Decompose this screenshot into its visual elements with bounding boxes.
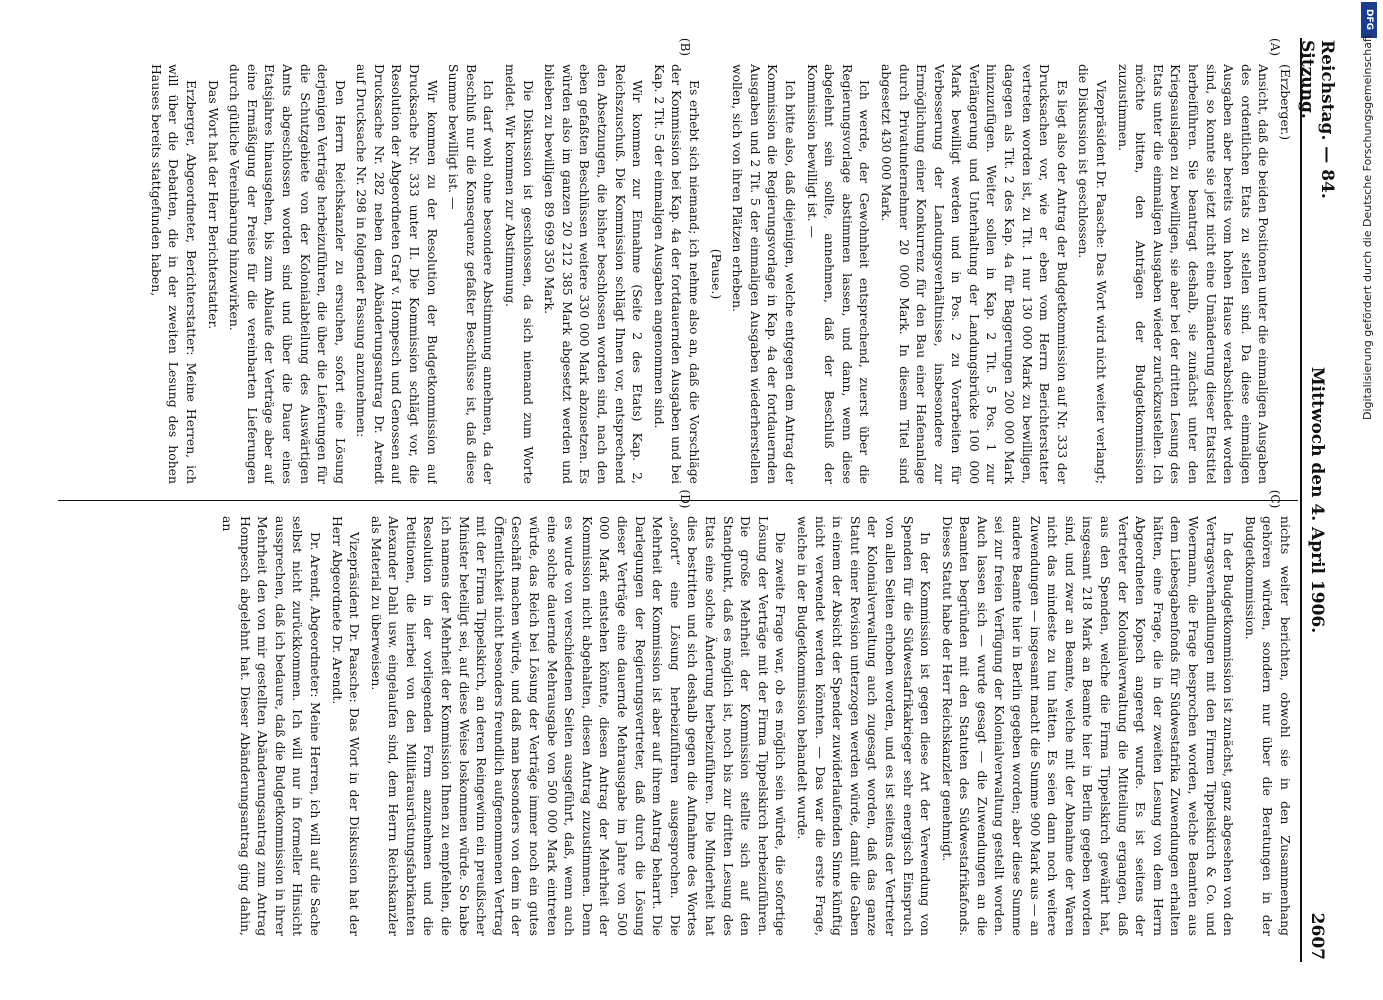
paragraph: nichts weiter berichten, obwohl sie in den Zusammenhang gehören würden, sondern nur über die Beratungen in der Budgetkommission. <box>1242 516 1293 936</box>
rotated-newspaper-page <box>52 30 1337 970</box>
page-header <box>1296 40 1337 960</box>
paragraph: In der Kommission ist gegen diese Art der Verwendung von Spenden für die Südwestafrikakrieger sehr energisch Einspruch von allen Seiten erhoben worden, und es ist seitens der Vertreter der Kolonialverwaltung auch zugesagt worden, daß das ganze Statut einer Revision unterzogen werden würde, damit die Gaben in einem der Absicht der Spender zuwiderlaufenden Sinne künftig nicht verwendet werden könnten. — Das war die erste Frage, welche in der Budgetkommission behandelt wurde. <box>794 516 933 936</box>
paragraph: Vizepräsident Dr. Paasche: Das Wort wird nicht weiter verlangt; die Diskussion ist geschlossen. <box>1075 64 1109 484</box>
right-column <box>58 516 1294 936</box>
paragraph: Ich werde, der Gewohnheit entsprechend, zuerst über die Regierungsvorlage abstimmen lassen, und dann, wenn diese abgelehnt sein sollte, annehmen, daß der Beschluß der Kommission bewilligt ist. — <box>804 64 872 484</box>
margin-marker-d: (D) <box>677 489 692 509</box>
paragraph: Ansicht, daß die beiden Positionen unter die einmaligen Ausgaben des ordentlichen Etats zu stellen sind. Da diese einmaligen Ausgaben aber bereits vom hohen Hause verabschiedet worden sind, so konnte sie jetzt nicht eine Umänderung dieser Etatstitel herbeiführen. Sie beantragt deshalb, sie zunächst unter den Kriegsauslagen zu bewilligen, sie aber bei der dritten Lesung des Etats unter die einmaligen Ausgaben wieder zurückzustellen. Ich möchte bitten, den Anträgen der Budgetkommission zuzustimmen. <box>1115 64 1271 484</box>
paragraph: Das Wort hat der Herr Berichterstatter. <box>205 80 221 330</box>
resolution-text: Den Herrn Reichskanzler zu ersuchen, sofort eine Lösung derjenigen Verträge herbeizuführen, die über die Lieferungen für die Schutzgebiete von der Kolonialabteilung des Auswärtigen Amts abgeschlossen worden sind und über die Dauer eines Etatsjahres hinausgehen, bis zum Ablaufe der Verträge aber auf eine Ermäßigung der Preise für die vereinbarten Lieferungen durch gütliche Vereinbarung hinzuwirken. <box>226 64 348 484</box>
paragraph: Die zweite Frage war, ob es möglich sein würde, die sofortige Lösung der Verträge mit der Firma Tippelskirch herbeizuführen. Die große Mehrheit der Kommission stellte sich auf den Standpunkt, daß es möglich ist, noch bis zur dritten Lesung des Etats eine solche Änderung herbeizuführen. Die Minderheit hat dies bestritten und sich deshalb gegen die Aufnahme des Wortes „sofort“ eine Lösung herbeizuführen ausgesprochen. Die Mehrheit der Kommission ist aber auf ihrem Antrag beharrt. Die Darlegungen der Regierungsvertreter, daß durch die Lösung dieser Verträge eine dauernde Mehrausgabe im Jahre von 500 000 Mark entstehen könnte, diesen Antrag der Mehrheit der Kommission nicht abgehalten, diesen Antrag zuzustimmen. Denn es wurde von verschiedenen Seiten ausgeführt, daß, wenn auch eine solche dauernde Mehrausgabe von 500 000 Mark eintreten würde, das Reich bei Lösung der Verträge immer noch ein gutes Geschäft machen würde, und daß man besonders von dem in der Öffentlichkeit nicht besonders freundlich aufgenommenen Vertrag mit der Firma Tippelskirch, an deren Reingewinn ein preußischer Minister beteiligt sei, auf diese Weise loskommen würde. So habe ich namens der Mehrheit der Kommission Ihnen zu empfehlen, die Resolution in der vorliegenden Form anzunehmen und die Petitionen, die hierbei von den Militärausrüstungsfabrikanten Alexander Dahl usw. eingelaufen sind, dem Herrn Reichskanzler als Material zu überweisen. <box>368 516 788 936</box>
margin-marker-c: (C) <box>1267 489 1282 509</box>
dfg-logo-icon: DFG <box>1361 2 1377 38</box>
speaker-tag: (Erzberger.) <box>1277 64 1293 141</box>
margin-marker-a: (A) <box>1267 37 1282 57</box>
paragraph: In der Budgetkommission ist zunächst, ganz abgesehen von den Vertragsverhandlungen mit den Firmen Tippelskirch & Co. und Woermann, die Frage besprochen worden, welche Beamten aus dem Liebesgabenfonds für Südwestafrika Zuwendungen erhalten hätten, eine Frage, die in der zweiten Lesung von dem Herrn Abgeordneten Kopsch angeregt wurde. Es ist seitens der Vertreter der Kolonialverwaltung die Mitteilung ergangen, daß aus den Spenden, welche die Firma Tippelskirch gewährt hat, insgesamt 218 Mark an Beamte hier in Berlin gegeben worden sind, und zwar an Beamte, welche mit der Abnahme der Waren nicht das mindeste zu tun hätten. Es seien dann noch weitere Zuwendungen — insgesamt macht die Summe 900 Mark aus — an andere Beamte hier in Berlin gegeben worden; aber diese Summe sei zur freien Verfügung der Kolonialverwaltung gestellt worden. Auch lassen sich — wurde gesagt — die Zuwendungen an die Beamten begründen mit den Statuten des Südwestafrikafonds. Dieses Statut habe der Herr Reichskanzler genehmigt. <box>939 516 1236 936</box>
paragraph: Erzberger, Abgeordneter, Berichterstatter: Meine Herren, ich will über die Debatten, die in der zweiten Lesung des hohen Hauses bereits stattgefunden haben, <box>148 64 199 484</box>
header-left: Reichstag. — 84. Sitzung. <box>1296 40 1337 199</box>
page-number: 2607 <box>1306 912 1327 960</box>
left-column <box>58 64 1294 484</box>
paragraph: Die Diskussion ist geschlossen, da sich niemand zum Worte meldet. Wir kommen zur Abstimmung. <box>502 64 536 484</box>
paragraph: Es liegt also der Antrag der Budgetkommission auf Nr. 333 der Drucksachen vor, wie er eben vom Herrn Berichterstatter vertreten worden ist, zu Tit. 1 nur 130 000 Mark zu bewilligen, dagegen als Tit. 2 des Kap. 4a für Baggerungen 200 000 Mark hinzuzufügen. Weiter sollen in Kap. 2 Tit. 5 Pos. 1 zur Verlängerung und Unterhaltung der Landungsbrücke 100 000 Mark bewilligt werden und in Pos. 2 zu Vorarbeiten für Verbesserung der Landungsverhältnisse, insbesondere zur Ermöglichung einer Konkurrenz für den Bau einer Hafenanlage durch Privatunternehmer 20 000 Mark. In diesem Titel sind abgesetzt 430 000 Mark. <box>878 64 1070 484</box>
paragraph: Wir kommen zur Einnahme (Seite 2 des Etats) Kap. 2, Reichszuschuß. Die Kommission schlägt Ihnen vor, entsprechend den Absetzungen, die bisher beschlossen worden sind, nach den eben gefaßten Beschlüssen weitere 330 000 Mark abzusetzen. Es würden also im ganzen 20 212 385 Mark abgesetzt werden und blieben zu bewilligen 89 699 350 Mark. <box>541 64 645 484</box>
header-center: Mittwoch den 4. April 1906. <box>1306 366 1327 634</box>
digitization-credit: Digitalisierung gefördert durch die Deutsche Forschungsgemeinschaft <box>1361 34 1374 420</box>
paragraph: Wir kommen zu der Resolution der Budgetkommission auf Drucksache Nr. 333 unter II. Die Kommission schlägt vor, die Resolution der Abgeordneten Graf v. Hompesch und Genossen auf Drucksache Nr. 282 neben dem Abänderungsantrag Dr. Arendt auf Drucksache Nr. 298 in folgender Fassung anzunehmen: <box>353 64 440 484</box>
paragraph: Vizepräsident Dr. Paasche: Das Wort in der Diskussion hat der Herr Abgeordnete Dr. Arendt. <box>329 516 362 936</box>
paragraph: Ich darf wohl ohne besondere Abstimmung annehmen, da der Beschluß nur die Konsequenz gefaßter Beschlüsse ist, daß diese Summe bewilligt ist. — <box>445 64 496 484</box>
paragraph: Dr. Arendt, Abgeordneter: Meine Herren, ich will auf die Sache selbst nicht zurückkommen. Ich will nur in formeller Hinsicht aussprechen, daß ich bedaure, daß die Budgetkommission in ihrer Mehrheit den von mir gestellten Abänderungsantrag zum Antrag Hompesch abgelehnt hat. Dieser Abänderungsantrag ging dahin, an <box>219 516 323 936</box>
dfg-sidebar <box>1359 0 1381 1000</box>
paragraph: Es erhebt sich niemand; ich nehme also an, daß die Vorschläge der Kommission bei Kap. 4a der fortdauernden Ausgaben und bei Kap. 2 Tit. 5 der einmaligen Ausgaben angenommen sind. <box>651 64 702 484</box>
header-rule <box>1300 38 1302 962</box>
column-divider <box>58 500 1298 501</box>
paragraph-pause: (Pause.) <box>708 248 724 300</box>
margin-marker-b: (B) <box>677 37 692 57</box>
paragraph: Ich bitte also, daß diejenigen, welche entgegen dem Antrag der Kommission die Regierungsvorlage in Kap. 4a der fortdauernden Ausgaben und 2 Tit. 5 der einmaligen Ausgaben wiederherstellen wollen, sich von ihren Plätzen erheben. <box>729 64 798 484</box>
